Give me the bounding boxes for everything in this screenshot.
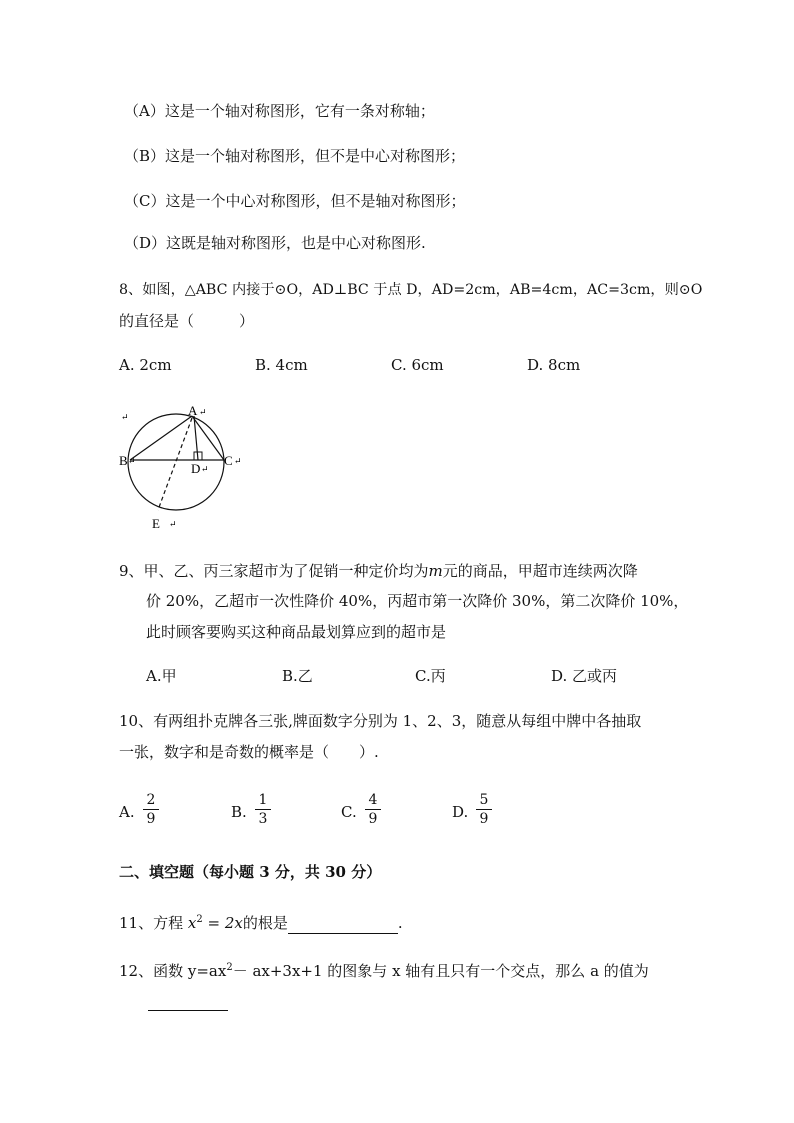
q10-option-d-fraction — [476, 792, 492, 827]
q10-option-a-fraction — [143, 792, 159, 827]
fraction-bar — [365, 809, 381, 810]
fraction-denominator: 3 — [258, 811, 268, 827]
fraction-bar — [476, 809, 492, 810]
q10-option-b-fraction — [255, 792, 271, 827]
circle-o — [128, 414, 224, 510]
q8-figure — [112, 400, 252, 532]
fraction-bar — [255, 809, 271, 810]
q7-option-a: （A）这是一个轴对称图形，它有一条对称轴； — [124, 102, 435, 120]
q9-line2: 价 20%，乙超市一次性降价 40%，丙超市第一次降价 30%，第二次降价 10%， — [146, 592, 689, 610]
q9-option-a: A.甲 — [146, 667, 177, 685]
q11-end: . — [397, 914, 403, 932]
label-a: A — [188, 403, 198, 418]
q11-eq-rest: = 2x — [202, 914, 243, 932]
fraction-denominator: 9 — [479, 811, 489, 827]
q10-line1: 10、有两组扑克牌各三张,牌面数字分别为 1、2、3，随意从每组中牌中各抽取 — [119, 712, 642, 730]
label-e: E — [152, 516, 160, 531]
fraction-numerator: 4 — [368, 792, 378, 808]
fraction-bar — [143, 809, 159, 810]
q12-prefix: 12、函数 y=ax — [119, 962, 227, 980]
fraction-numerator: 2 — [146, 792, 156, 808]
q7-option-d: （D）这既是轴对称图形，也是中心对称图形. — [124, 234, 426, 252]
q9-line3: 此时顾客要购买这种商品最划算应到的超市是 — [146, 623, 447, 641]
q12-rest: － ax+3x+1 的图象与 x 轴有且只有一个交点，那么 a 的值为 — [232, 962, 649, 980]
fraction-denominator: 9 — [146, 811, 156, 827]
label-c: C — [224, 453, 233, 468]
return-mark-b: ↵ — [128, 456, 136, 466]
q8-option-b: B. 4cm — [255, 356, 308, 374]
fraction-denominator: 9 — [368, 811, 378, 827]
q11-eq-exponent: 2 — [196, 914, 203, 925]
return-mark-c: ↵ — [234, 456, 242, 466]
q11-prefix: 11、方程 — [119, 914, 184, 932]
q9-line1-text-a: 9、甲、乙、丙三家超市为了促销一种定价均为 — [119, 562, 429, 580]
q7-option-b: （B）这是一个轴对称图形，但不是中心对称图形； — [124, 147, 466, 165]
label-d: D — [191, 461, 201, 476]
return-mark-e: ↵ — [169, 519, 177, 529]
q10-option-c-fraction — [365, 792, 381, 827]
q12-exponent: 2 — [226, 962, 233, 973]
q11-answer-blank[interactable] — [288, 915, 398, 934]
q8-option-d: D. 8cm — [527, 356, 581, 374]
q10-option-b-label: B. — [231, 803, 247, 821]
q10-option-a-label: A. — [119, 803, 135, 821]
q9-variable-m: m — [428, 562, 443, 580]
q10-option-d-label: D. — [452, 803, 469, 821]
return-mark-a: ↵ — [199, 407, 207, 417]
q12-line — [119, 960, 649, 982]
q12-answer-blank[interactable] — [148, 1010, 228, 1011]
q9-line1 — [119, 560, 638, 582]
return-mark-d: ↵ — [201, 464, 209, 474]
q10-line2: 一张，数字和是奇数的概率是（ ）. — [119, 743, 379, 761]
q9-option-b: B.乙 — [282, 667, 313, 685]
segment-ae-dashed — [158, 418, 192, 510]
section-heading: 二、填空题（每小题 3 分，共 30 分） — [119, 863, 382, 881]
q9-option-d: D. 乙或丙 — [551, 667, 618, 685]
q11-suffix: 的根是 — [242, 914, 288, 932]
q10-option-c-label: C. — [341, 803, 357, 821]
q7-option-c: （C）这是一个中心对称图形，但不是轴对称图形； — [124, 192, 466, 210]
q11-eq-base: x — [187, 914, 197, 932]
fraction-numerator: 1 — [258, 792, 268, 808]
q8-line1: 8、如图，△ABC 内接于⊙O，AD⊥BC 于点 D，AD=2cm，AB=4cm，AC=3cm，则⊙O — [119, 282, 703, 298]
q8-line2: 的直径是（ ） — [119, 312, 255, 330]
return-mark-1: ↵ — [121, 412, 129, 422]
q9-line1-text-b: 元的商品，甲超市连续两次降 — [442, 562, 638, 580]
q8-option-a: A. 2cm — [119, 356, 172, 374]
q8-option-c: C. 6cm — [391, 356, 444, 374]
q9-option-c: C.丙 — [415, 667, 446, 685]
label-b: B — [119, 453, 128, 468]
fraction-numerator: 5 — [479, 792, 489, 808]
q11-line — [119, 912, 403, 934]
segment-ab — [130, 416, 192, 460]
